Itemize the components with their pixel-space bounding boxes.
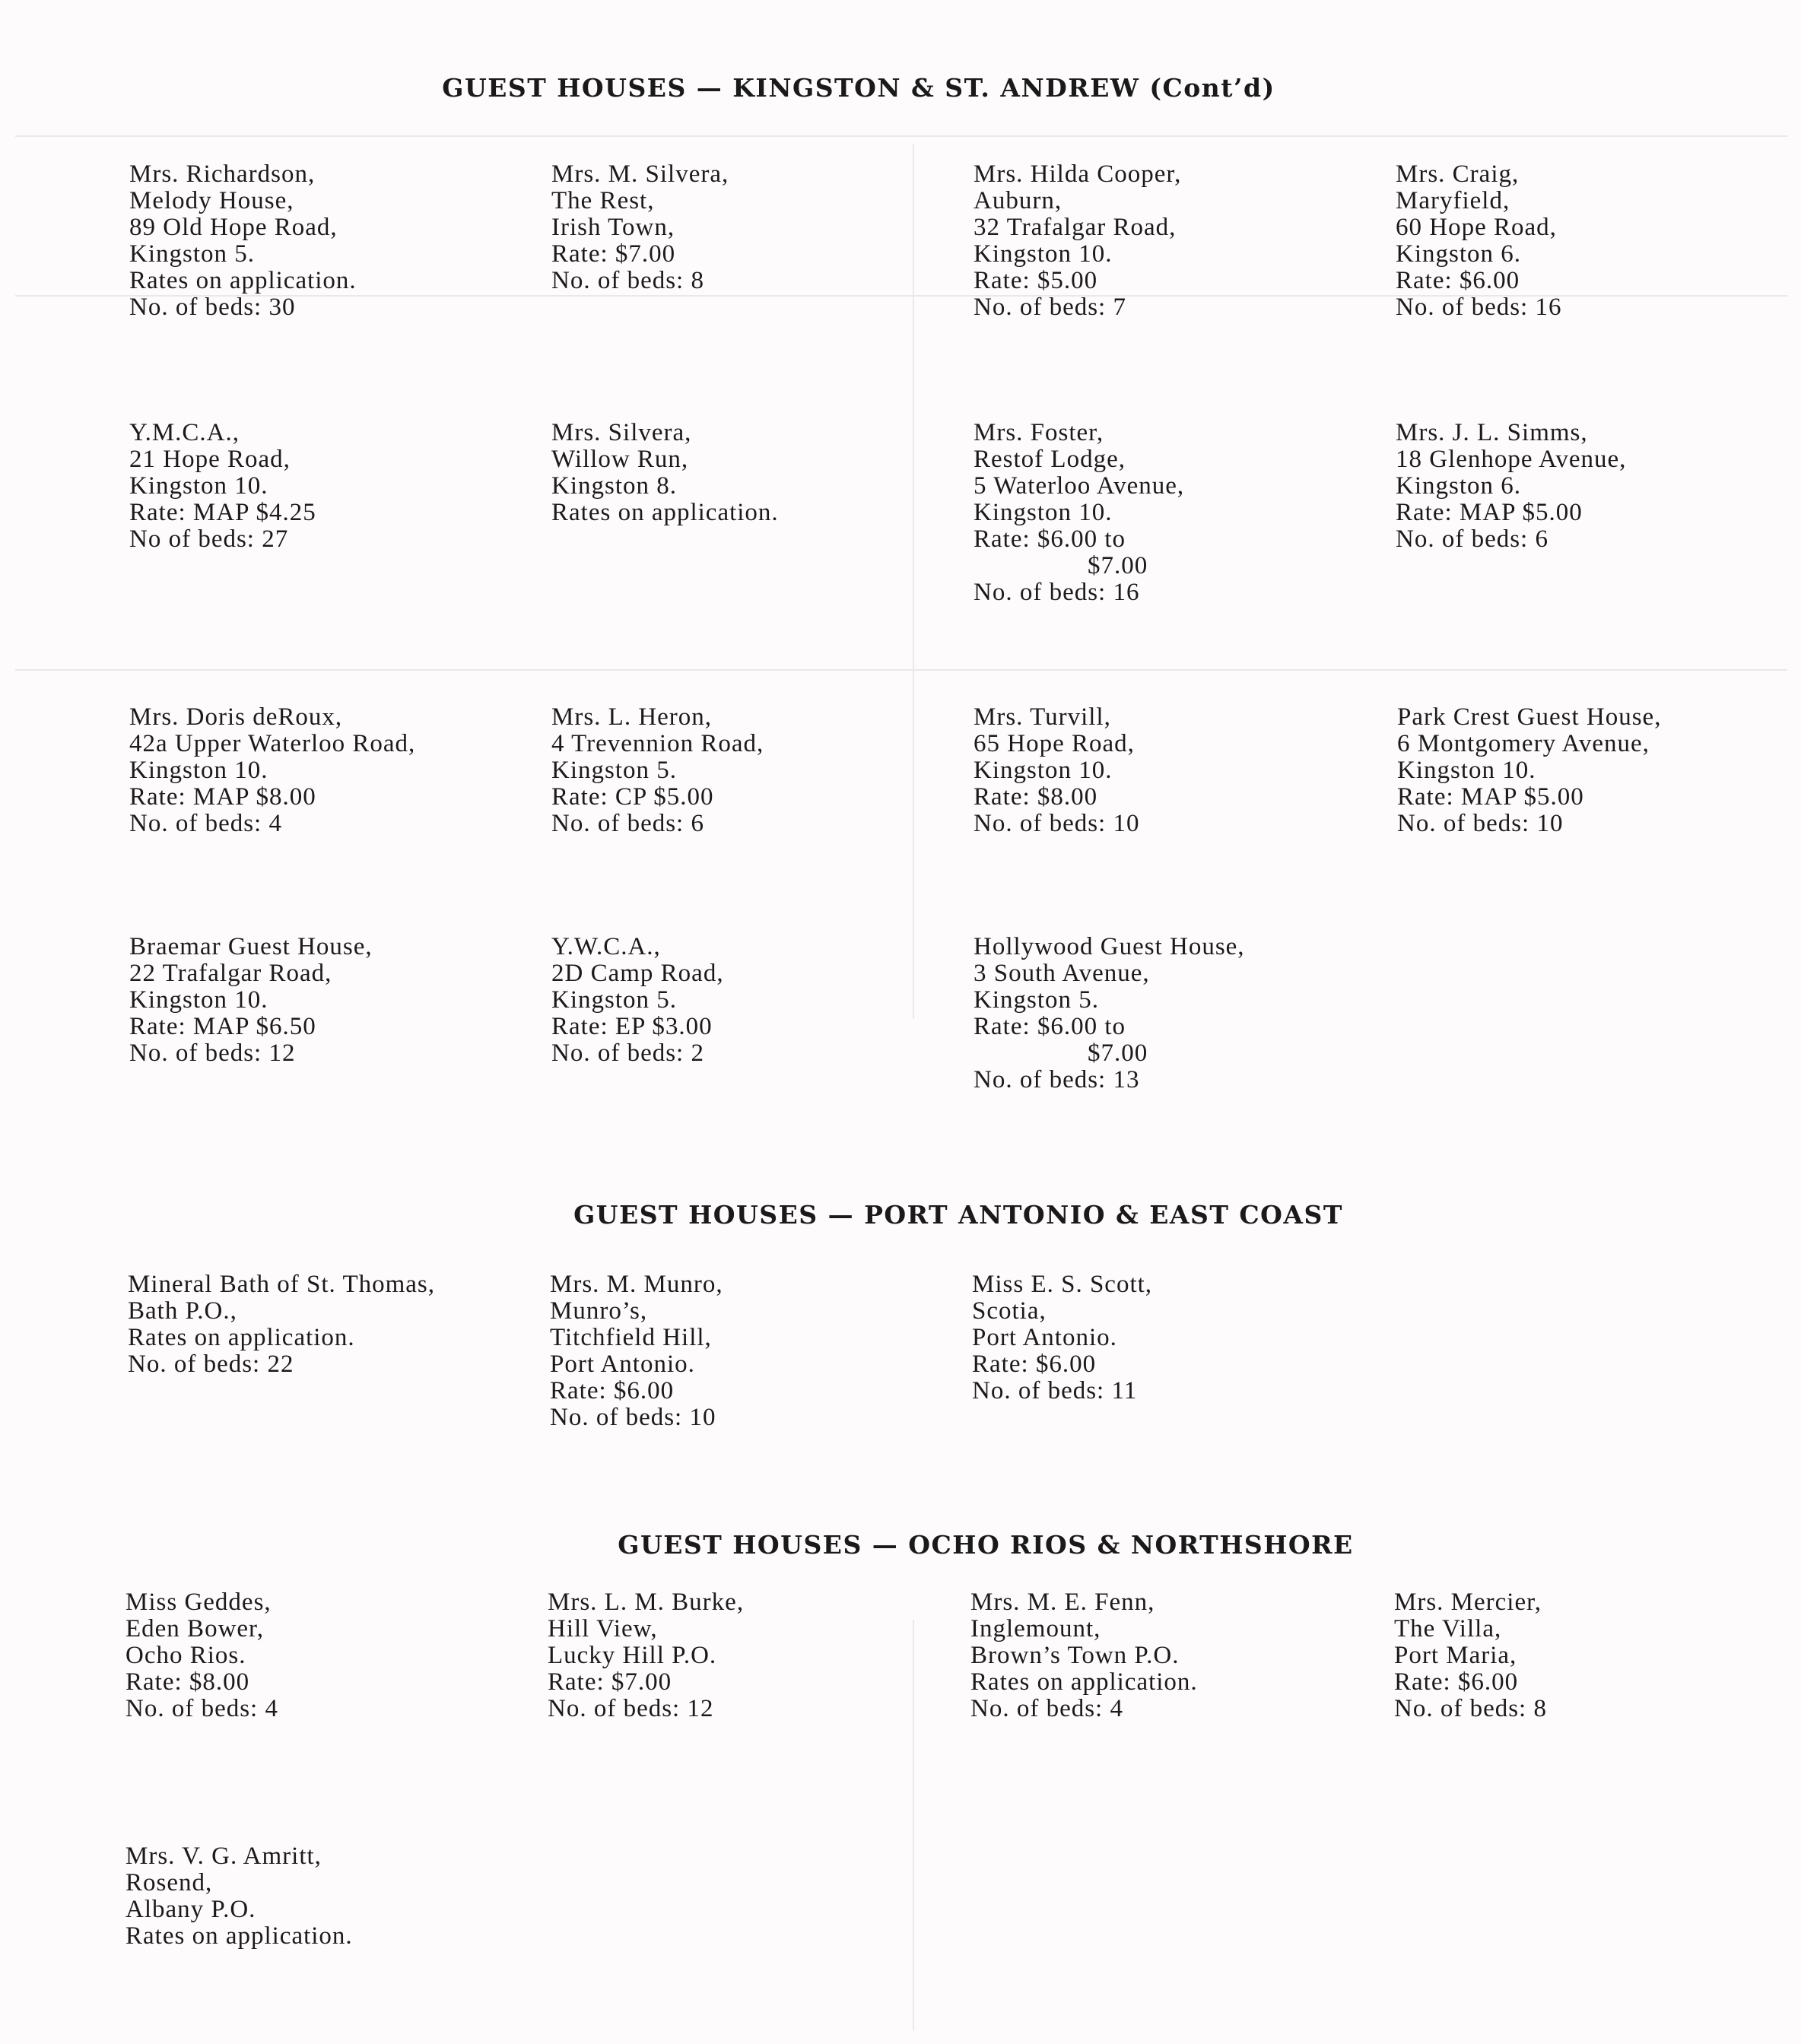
listing-line: Scotia, <box>972 1297 1047 1325</box>
listing-ymca <box>129 420 540 553</box>
listing-line: Mrs. Craig, <box>1396 160 1520 188</box>
listing-line: No. of beds: 16 <box>1396 294 1562 321</box>
listing-line: 2D Camp Road, <box>551 960 724 987</box>
listing-line: Restof Lodge, <box>974 446 1126 473</box>
listing-m-silvera <box>551 161 962 294</box>
listing-line: Lucky Hill P.O. <box>548 1642 717 1669</box>
listing-line: Kingston 10. <box>974 757 1113 784</box>
listing-line: Bath P.O., <box>128 1297 237 1325</box>
listing-line: No. of beds: 10 <box>550 1404 716 1431</box>
listing-line: No. of beds: 4 <box>129 810 282 837</box>
listing-line: Irish Town, <box>551 214 675 241</box>
listing-line: Kingston 10. <box>129 472 268 500</box>
listing-line: Inglemount, <box>970 1615 1101 1642</box>
listing-line: No. of beds: 12 <box>548 1695 714 1722</box>
listing-line: Mrs. Mercier, <box>1394 1589 1542 1616</box>
listing-line: Rate: MAP $5.00 <box>1397 783 1584 811</box>
listing-line: Willow Run, <box>551 446 689 473</box>
listing-line: No. of beds: 2 <box>551 1039 704 1067</box>
listing-line: Mrs. M. Silvera, <box>551 160 729 188</box>
listing-hilda-cooper <box>974 161 1384 321</box>
listing-silvera-willow-run <box>551 420 962 526</box>
listing-line: Kingston 5. <box>129 240 256 268</box>
listing-line: $7.00 <box>1088 1039 1148 1067</box>
listing-line: 4 Trevennion Road, <box>551 730 764 757</box>
listing-line: Miss Geddes, <box>125 1589 272 1616</box>
listing-line: Rates on application. <box>129 267 357 294</box>
listing-line: No. of beds: 7 <box>974 294 1126 321</box>
listing-line: Mrs. Silvera, <box>551 419 692 446</box>
listing-line: Kingston 10. <box>129 986 268 1014</box>
section-heading-kingston: GUEST HOUSES — KINGSTON & ST. ANDREW (Cont’d) <box>442 73 1275 103</box>
listing-line: Rate: MAP $6.50 <box>129 1013 316 1040</box>
listing-line: Y.W.C.A., <box>551 933 661 960</box>
listing-foster <box>974 420 1384 606</box>
listing-turvill <box>974 704 1384 837</box>
listing-line: Rate: $7.00 <box>548 1668 672 1696</box>
listing-line: Rate: $5.00 <box>974 267 1098 294</box>
listing-line: Mrs. L. Heron, <box>551 703 713 731</box>
listing-richardson <box>129 161 540 321</box>
listing-line: No. of beds: 10 <box>974 810 1140 837</box>
listing-line: 18 Glenhope Avenue, <box>1396 446 1627 473</box>
listing-line: Auburn, <box>974 187 1062 214</box>
listing-line: Mrs. Turvill, <box>974 703 1111 731</box>
listing-line: 32 Trafalgar Road, <box>974 214 1177 241</box>
listing-mineral-bath <box>128 1271 538 1378</box>
listing-line: Port Maria, <box>1394 1642 1517 1669</box>
listing-line: Mrs. Hilda Cooper, <box>974 160 1182 188</box>
listing-line: 3 South Avenue, <box>974 960 1150 987</box>
listing-line: Kingston 10. <box>1397 757 1536 784</box>
listing-line: 6 Montgomery Avenue, <box>1397 730 1650 757</box>
listing-line: Y.M.C.A., <box>129 419 240 446</box>
listing-line: No. of beds: 16 <box>974 579 1140 606</box>
section-heading-ocho-rios: GUEST HOUSES — OCHO RIOS & NORTHSHORE <box>618 1530 1354 1560</box>
listing-line: No. of beds: 30 <box>129 294 296 321</box>
listing-line: No. of beds: 11 <box>972 1377 1138 1404</box>
listing-amritt <box>125 1843 536 1950</box>
listing-line: Rates on application. <box>551 499 779 526</box>
listing-line: Rate: $6.00 <box>1396 267 1520 294</box>
listing-line: Kingston 6. <box>1396 472 1522 500</box>
listing-line: Mrs. V. G. Amritt, <box>125 1842 322 1870</box>
listing-line: Mrs. M. E. Fenn, <box>970 1589 1155 1616</box>
listing-line: Titchfield Hill, <box>550 1324 712 1351</box>
listing-line: Rate: MAP $5.00 <box>1396 499 1583 526</box>
listing-line: Rosend, <box>125 1869 213 1896</box>
listing-line: Kingston 10. <box>974 240 1113 268</box>
listing-line: Port Antonio. <box>550 1350 695 1378</box>
listing-line: Rate: $8.00 <box>125 1668 250 1696</box>
listing-line: No. of beds: 8 <box>551 267 704 294</box>
listing-heron <box>551 704 962 837</box>
listing-line: Kingston 5. <box>974 986 1100 1014</box>
listing-line: 65 Hope Road, <box>974 730 1135 757</box>
listing-line: Rate: MAP $8.00 <box>129 783 316 811</box>
listing-line: 89 Old Hope Road, <box>129 214 338 241</box>
bleed-rule <box>15 135 1787 137</box>
listing-line: Mrs. Richardson, <box>129 160 316 188</box>
listing-fenn <box>970 1589 1381 1722</box>
listing-line: Rates on application. <box>125 1922 353 1950</box>
listing-burke <box>548 1589 958 1722</box>
listing-line: Port Antonio. <box>972 1324 1117 1351</box>
listing-park-crest <box>1397 704 1801 837</box>
listing-line: The Rest, <box>551 187 655 214</box>
listing-line: 22 Trafalgar Road, <box>129 960 332 987</box>
listing-line: Rate: $6.00 <box>550 1377 675 1404</box>
listing-line: Kingston 10. <box>974 499 1113 526</box>
listing-mercier <box>1394 1589 1801 1722</box>
listing-line: Park Crest Guest House, <box>1397 703 1662 731</box>
listing-line: Ocho Rios. <box>125 1642 246 1669</box>
listing-line: No. of beds: 12 <box>129 1039 296 1067</box>
section-heading-port-antonio: GUEST HOUSES — PORT ANTONIO & EAST COAST <box>573 1200 1343 1230</box>
listing-deroux <box>129 704 540 837</box>
listing-scott <box>972 1271 1383 1404</box>
listing-simms <box>1396 420 1801 553</box>
listing-line: Kingston 5. <box>551 757 678 784</box>
listing-line: Rate: $8.00 <box>974 783 1098 811</box>
listing-line: Rate: CP $5.00 <box>551 783 714 811</box>
listing-hollywood <box>974 934 1384 1093</box>
listing-line: Hollywood Guest House, <box>974 933 1245 960</box>
listing-line: $7.00 <box>1088 552 1148 579</box>
listing-line: 42a Upper Waterloo Road, <box>129 730 416 757</box>
listing-line: Eden Bower, <box>125 1615 264 1642</box>
listing-line: 5 Waterloo Avenue, <box>974 472 1185 500</box>
listing-line: No of beds: 27 <box>129 525 289 553</box>
listing-line: Mineral Bath of St. Thomas, <box>128 1271 436 1298</box>
listing-line: Miss E. S. Scott, <box>972 1271 1153 1298</box>
listing-line: No. of beds: 22 <box>128 1350 294 1378</box>
listing-line: No. of beds: 6 <box>1396 525 1548 553</box>
listing-line: Kingston 10. <box>129 757 268 784</box>
listing-line: No. of beds: 4 <box>970 1695 1123 1722</box>
listing-geddes <box>125 1589 536 1722</box>
listing-line: Maryfield, <box>1396 187 1510 214</box>
listing-line: Rate: $6.00 to <box>974 525 1126 553</box>
listing-line: No. of beds: 4 <box>125 1695 278 1722</box>
listing-ywca <box>551 934 962 1067</box>
listing-line: 21 Hope Road, <box>129 446 291 473</box>
listing-line: Rate: $6.00 <box>1394 1668 1519 1696</box>
listing-line: Rate: EP $3.00 <box>551 1013 713 1040</box>
listing-line: Rate: MAP $4.25 <box>129 499 316 526</box>
listing-line: Mrs. Foster, <box>974 419 1104 446</box>
listing-line: No. of beds: 8 <box>1394 1695 1547 1722</box>
listing-craig <box>1396 161 1801 321</box>
listing-line: Rate: $6.00 <box>972 1350 1097 1378</box>
listing-line: The Villa, <box>1394 1615 1502 1642</box>
listing-line: No. of beds: 10 <box>1397 810 1564 837</box>
listing-line: Rates on application. <box>128 1324 355 1351</box>
listing-line: Brown’s Town P.O. <box>970 1642 1180 1669</box>
listing-line: Albany P.O. <box>125 1896 256 1923</box>
listing-line: Rate: $6.00 to <box>974 1013 1126 1040</box>
listing-line: Mrs. Doris deRoux, <box>129 703 343 731</box>
listing-line: No. of beds: 6 <box>551 810 704 837</box>
listing-line: Kingston 5. <box>551 986 678 1014</box>
listing-line: Mrs. M. Munro, <box>550 1271 723 1298</box>
listing-braemar <box>129 934 540 1067</box>
listing-line: Rates on application. <box>970 1668 1198 1696</box>
listing-line: Mrs. L. M. Burke, <box>548 1589 745 1616</box>
listing-munro <box>550 1271 961 1431</box>
listing-line: Mrs. J. L. Simms, <box>1396 419 1588 446</box>
listing-line: 60 Hope Road, <box>1396 214 1557 241</box>
listing-line: Hill View, <box>548 1615 658 1642</box>
listing-line: Kingston 6. <box>1396 240 1522 268</box>
listing-line: No. of beds: 13 <box>974 1066 1140 1093</box>
listing-line: Braemar Guest House, <box>129 933 373 960</box>
bleed-rule <box>15 669 1787 671</box>
listing-line: Kingston 8. <box>551 472 678 500</box>
listing-line: Rate: $7.00 <box>551 240 676 268</box>
listing-line: Melody House, <box>129 187 294 214</box>
listing-line: Munro’s, <box>550 1297 648 1325</box>
